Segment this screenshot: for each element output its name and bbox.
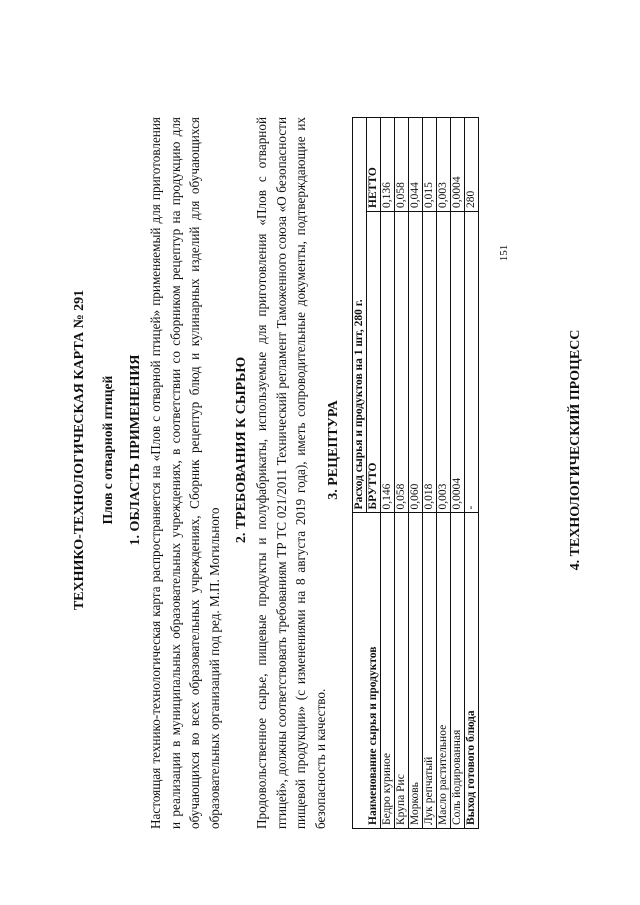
row-netto: 0,058: [395, 118, 409, 212]
row-netto: 0,044: [409, 118, 423, 212]
row-brutto: 0,003: [437, 211, 451, 513]
header-brutto: БРУТТО: [367, 211, 381, 513]
row-netto: 0,015: [423, 118, 437, 212]
table-row: [437, 118, 451, 829]
row-name: Соль йодированная: [451, 513, 465, 829]
table-header-row: [353, 118, 367, 829]
row-brutto: 0,058: [395, 211, 409, 513]
section3-heading: 3. РЕЦЕПТУРА: [326, 400, 341, 500]
section4-heading: 4. ТЕХНОЛОГИЧЕСКИЙ ПРОЦЕСС: [568, 329, 583, 571]
row-brutto: 0,060: [409, 211, 423, 513]
row-netto: 0,0004: [451, 118, 465, 212]
row-name: Масло растительное: [437, 513, 451, 829]
rotated-content: [50, 65, 610, 835]
section2-heading: 2. ТРЕБОВАНИЯ К СЫРЬЮ: [234, 356, 249, 544]
row-brutto: 0,146: [381, 211, 395, 513]
section2-text: Продовольственное сырье, пищевые продукты и полуфабрикаты, используемые для приготовления «Плов с отварной птицей», должны соответствовать требованиям ТР ТС 021/2011 Технический регламент Таможенного союза «О безопасности пищевой продукции» (с изменениями на 8 августа 2019 года), иметь сопроводительные документы, подтверждающие их безопасность и качество.: [254, 117, 328, 829]
table-row: [451, 118, 465, 829]
yield-netto: 280: [465, 118, 479, 212]
row-name: Бедро куриное: [381, 513, 395, 829]
document-title: ТЕХНИКО-ТЕХНОЛОГИЧЕСКАЯ КАРТА № 291: [72, 289, 87, 611]
row-netto: 0,136: [381, 118, 395, 212]
row-name: Лук репчатый: [423, 513, 437, 829]
table-row: [395, 118, 409, 829]
header-group: Расход сырья и продуктов на 1 шт, 280 г.: [353, 118, 367, 513]
yield-brutto: -: [465, 211, 479, 513]
dish-name: Плов с отварной птицей: [100, 375, 115, 525]
section1-heading: 1. ОБЛАСТЬ ПРИМЕНЕНИЯ: [128, 354, 143, 546]
row-brutto: 0,0004: [451, 211, 465, 513]
table-row: [409, 118, 423, 829]
page-number: 151: [498, 244, 510, 262]
header-name: Наименование сырья и продуктов: [353, 513, 381, 829]
row-netto: 0,003: [437, 118, 451, 212]
table-row: [381, 118, 395, 829]
recipe-table: [352, 117, 479, 829]
row-name: Морковь: [409, 513, 423, 829]
row-brutto: 0,018: [423, 211, 437, 513]
header-netto: НЕТТО: [367, 118, 381, 212]
yield-name: Выход готового блюда: [465, 513, 479, 829]
row-name: Крупа Рис: [395, 513, 409, 829]
section1-text: Настоящая технико-технологическая карта распространяется на «Плов с отварной птицей» применяемый для приготовления и реализации в муниципальных образовательных учреждениях, в соответствии со сборником рецептур на продукцию для обучающихся во всех образовательных учреждениях, Сборник рецептур блюд и кулинарных изделий для обучающихся образовательных организаций под ред. М.П. Могильного: [148, 117, 222, 829]
table-yield-row: [465, 118, 479, 829]
table-row: [423, 118, 437, 829]
